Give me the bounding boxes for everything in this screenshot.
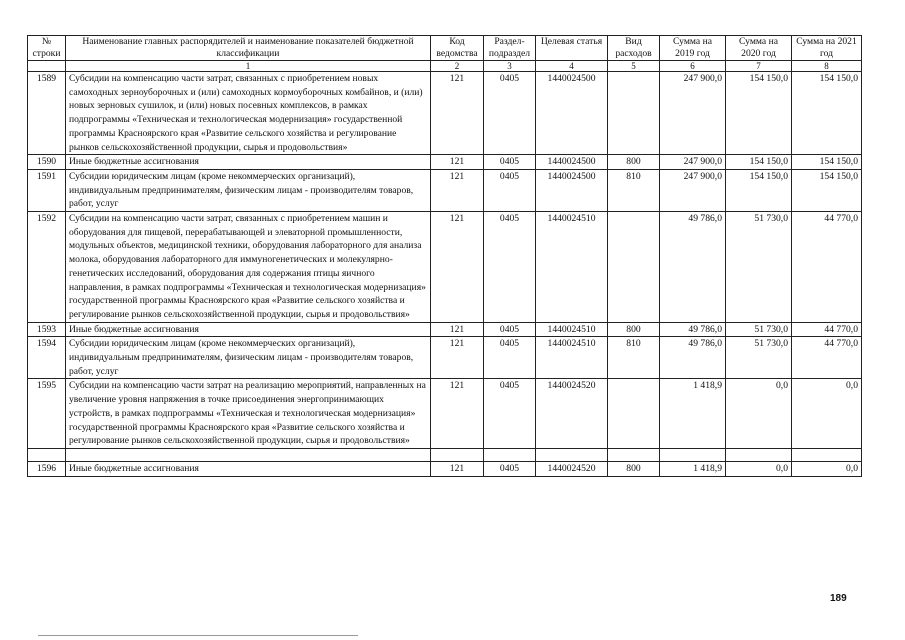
column-number-row	[28, 61, 862, 72]
row-sum-2020: 51 730,0	[726, 337, 792, 379]
row-sum-2019: 247 900,0	[660, 169, 726, 211]
row-section: 0405	[484, 155, 536, 170]
row-sum-2021: 0,0	[792, 461, 862, 476]
row-expense-type: 810	[608, 337, 660, 379]
row-expense-type: 800	[608, 322, 660, 337]
row-dept-code: 121	[431, 461, 484, 476]
header-section: Раздел-подраздел	[484, 36, 536, 61]
header-expense-type: Вид расходов	[608, 36, 660, 61]
row-name: Иные бюджетные ассигнования	[66, 461, 431, 476]
row-expense-type: 800	[608, 461, 660, 476]
row-sum-2020: 51 730,0	[726, 212, 792, 323]
row-expense-type	[608, 379, 660, 449]
row-name: Субсидии на компенсацию части затрат, связанных с приобретением новых самоходных зерноуборочных и (или) самоходных кормоуборочных комбайнов, и (или) новых зерновых сушилок, и (или) новых посевных комплексов, в рамках подпрограммы «Техническая и технологическая модернизация» государственной программы Красноярского края «Развитие сельского хозяйства и регулирование рынков сельскохозяйственной продукции, сырья и продовольствия»	[66, 72, 431, 155]
row-section: 0405	[484, 212, 536, 323]
table-row	[28, 212, 862, 323]
row-name: Субсидии юридическим лицам (кроме некоммерческих организаций), индивидуальным предпринимателям, физическим лицам - производителям товаров, работ, услуг	[66, 337, 431, 379]
spacer-cell	[608, 448, 660, 461]
header-row-number: № строки	[28, 36, 66, 61]
row-name: Субсидии юридическим лицам (кроме некоммерческих организаций), индивидуальным предпринимателям, физическим лицам - производителям товаров, работ, услуг	[66, 169, 431, 211]
row-dept-code: 121	[431, 379, 484, 449]
spacer-cell	[726, 448, 792, 461]
header-sum-2019: Сумма на 2019 год	[660, 36, 726, 61]
row-number: 1596	[28, 461, 66, 476]
row-section: 0405	[484, 461, 536, 476]
row-section: 0405	[484, 379, 536, 449]
column-number: 7	[726, 61, 792, 72]
row-expense-type	[608, 72, 660, 155]
header-sum-2020: Сумма на 2020 год	[726, 36, 792, 61]
row-sum-2020: 51 730,0	[726, 322, 792, 337]
column-number: 3	[484, 61, 536, 72]
row-dept-code: 121	[431, 322, 484, 337]
spacer-cell	[28, 448, 66, 461]
row-sum-2019: 247 900,0	[660, 72, 726, 155]
row-sum-2020: 154 150,0	[726, 169, 792, 211]
header-sum-2021: Сумма на 2021 год	[792, 36, 862, 61]
row-sum-2019: 49 786,0	[660, 337, 726, 379]
row-dept-code: 121	[431, 72, 484, 155]
column-number: 1	[66, 61, 431, 72]
row-sum-2021: 0,0	[792, 379, 862, 449]
row-sum-2019: 1 418,9	[660, 379, 726, 449]
row-sum-2019: 49 786,0	[660, 322, 726, 337]
column-number: 5	[608, 61, 660, 72]
header-target-article: Целевая статья	[536, 36, 608, 61]
row-target-article: 1440024520	[536, 461, 608, 476]
row-sum-2021: 154 150,0	[792, 155, 862, 170]
column-number: 2	[431, 61, 484, 72]
row-number: 1589	[28, 72, 66, 155]
row-number: 1590	[28, 155, 66, 170]
budget-table	[27, 35, 862, 477]
row-sum-2020: 0,0	[726, 379, 792, 449]
row-sum-2021: 154 150,0	[792, 72, 862, 155]
row-dept-code: 121	[431, 155, 484, 170]
table-row-spacer	[28, 448, 862, 461]
row-target-article: 1440024500	[536, 155, 608, 170]
spacer-cell	[484, 448, 536, 461]
row-sum-2020: 154 150,0	[726, 155, 792, 170]
row-sum-2021: 44 770,0	[792, 322, 862, 337]
row-sum-2021: 44 770,0	[792, 212, 862, 323]
row-name: Иные бюджетные ассигнования	[66, 322, 431, 337]
table-row	[28, 322, 862, 337]
table-row	[28, 337, 862, 379]
spacer-cell	[431, 448, 484, 461]
bottom-divider	[38, 635, 358, 636]
row-number: 1592	[28, 212, 66, 323]
column-number: 6	[660, 61, 726, 72]
spacer-cell	[66, 448, 431, 461]
table-row	[28, 155, 862, 170]
row-name: Иные бюджетные ассигнования	[66, 155, 431, 170]
page-number: 189	[830, 593, 847, 604]
table-row	[28, 169, 862, 211]
row-sum-2020: 154 150,0	[726, 72, 792, 155]
column-number: 4	[536, 61, 608, 72]
row-dept-code: 121	[431, 212, 484, 323]
row-target-article: 1440024500	[536, 169, 608, 211]
column-number-empty	[28, 61, 66, 72]
row-name: Субсидии на компенсацию части затрат на реализацию мероприятий, направленных на увеличение уровня напряжения в точке присоединения энергопринимающих устройств, в рамках подпрограммы «Техническая и технологическая модернизация» государственной программы Красноярского края «Развитие сельского хозяйства и регулирование рынков сельскохозяйственной продукции, сырья и продовольствия»	[66, 379, 431, 449]
spacer-cell	[660, 448, 726, 461]
row-sum-2020: 0,0	[726, 461, 792, 476]
spacer-cell	[536, 448, 608, 461]
row-target-article: 1440024500	[536, 72, 608, 155]
table-row	[28, 379, 862, 449]
row-expense-type: 800	[608, 155, 660, 170]
table-row	[28, 461, 862, 476]
row-section: 0405	[484, 337, 536, 379]
header-name: Наименование главных распорядителей и наименование показателей бюджетной классификации	[66, 36, 431, 61]
row-target-article: 1440024510	[536, 212, 608, 323]
row-section: 0405	[484, 322, 536, 337]
row-sum-2021: 154 150,0	[792, 169, 862, 211]
row-sum-2019: 247 900,0	[660, 155, 726, 170]
row-number: 1591	[28, 169, 66, 211]
row-expense-type	[608, 212, 660, 323]
row-target-article: 1440024510	[536, 322, 608, 337]
header-dept-code: Код ведомства	[431, 36, 484, 61]
row-sum-2021: 44 770,0	[792, 337, 862, 379]
table-row	[28, 72, 862, 155]
row-dept-code: 121	[431, 169, 484, 211]
row-sum-2019: 49 786,0	[660, 212, 726, 323]
row-number: 1593	[28, 322, 66, 337]
row-sum-2019: 1 418,9	[660, 461, 726, 476]
row-dept-code: 121	[431, 337, 484, 379]
row-name: Субсидии на компенсацию части затрат, связанных с приобретением машин и оборудования для пищевой, перерабатывающей и элеваторной промышленности, модульных объектов, медицинской техники, оборудования лабораторного для анализа молока, оборудования лабораторного для иммуногенетических и молекулярно-генетических исследований, оборудования для содержания птицы яичного направления, в рамках подпрограммы «Техническая и технологическая модернизация» государственной программы Красноярского края «Развитие сельского хозяйства и регулирование рынков сельскохозяйственной продукции, сырья и продовольствия»	[66, 212, 431, 323]
row-target-article: 1440024520	[536, 379, 608, 449]
column-number: 8	[792, 61, 862, 72]
row-number: 1594	[28, 337, 66, 379]
row-section: 0405	[484, 169, 536, 211]
row-number: 1595	[28, 379, 66, 449]
row-expense-type: 810	[608, 169, 660, 211]
spacer-cell	[792, 448, 862, 461]
row-target-article: 1440024510	[536, 337, 608, 379]
row-section: 0405	[484, 72, 536, 155]
table-header-row	[28, 36, 862, 61]
